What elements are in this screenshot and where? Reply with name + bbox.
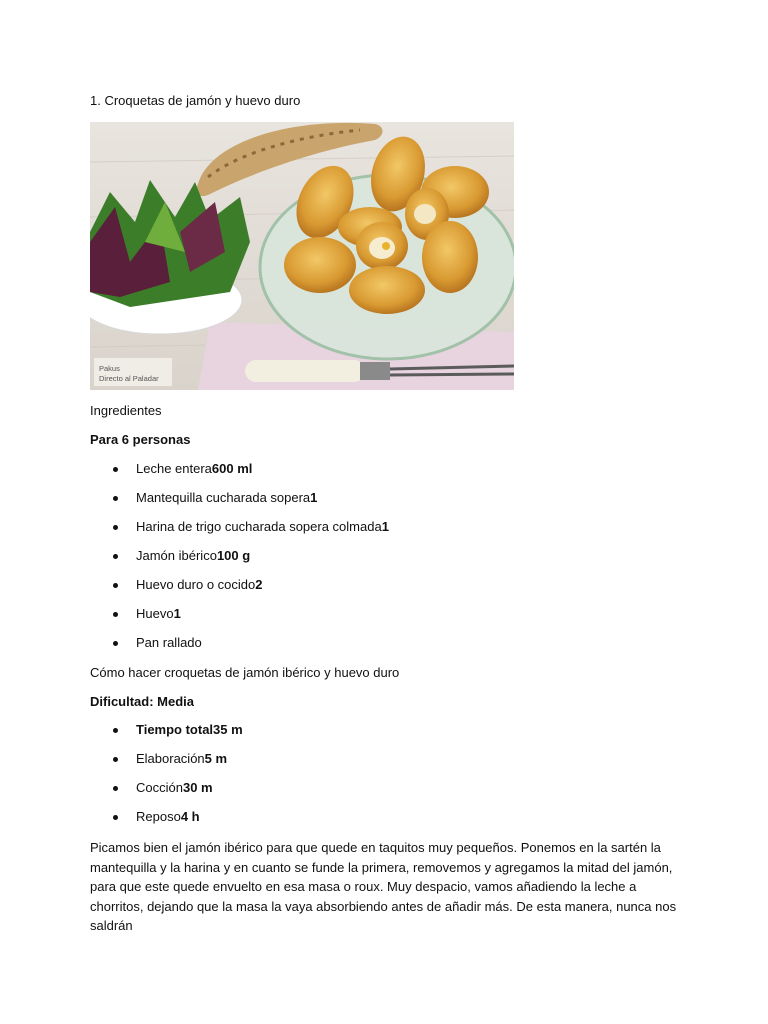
ingredients-heading: Ingredientes	[90, 403, 162, 418]
list-item: Mantequilla cucharada sopera1	[90, 490, 389, 519]
list-item: Leche entera600 ml	[90, 461, 389, 490]
list-item: Reposo4 h	[90, 809, 243, 838]
recipe-photo	[90, 122, 514, 390]
list-item: Harina de trigo cucharada sopera colmada1	[90, 519, 389, 548]
times-list	[90, 722, 243, 838]
howto-heading: Cómo hacer croquetas de jamón ibérico y huevo duro	[90, 665, 400, 680]
list-item: Huevo duro o cocido2	[90, 577, 389, 606]
list-item: Tiempo total35 m	[90, 722, 243, 751]
instructions-paragraph: Picamos bien el jamón ibérico para que quede en taquitos muy pequeños. Ponemos en la sartén la mantequilla y la harina y en cuanto se funde la primera, removemos y agregamos la mitad del jamón, para que este quede envuelto en esa masa o roux. Muy despacio, vamos añadiendo la leche a chorritos, dejando que la masa la vaya absorbiendo antes de añadir más. De esta manera, nunca nos saldrán	[90, 840, 677, 933]
list-item: Pan rallado	[90, 635, 389, 664]
recipe-title: 1. Croquetas de jamón y huevo duro	[90, 93, 301, 108]
list-item: Elaboración5 m	[90, 751, 243, 780]
list-item: Huevo1	[90, 606, 389, 635]
list-item: Cocción30 m	[90, 780, 243, 809]
difficulty-label: Dificultad: Media	[90, 694, 195, 709]
photo-credit-line1: Pakus	[99, 364, 120, 373]
photo-credit-line2: Directo al Paladar	[99, 374, 159, 383]
ingredients-list	[90, 461, 389, 664]
list-item: Jamón ibérico100 g	[90, 548, 389, 577]
servings-label: Para 6 personas	[90, 432, 191, 447]
